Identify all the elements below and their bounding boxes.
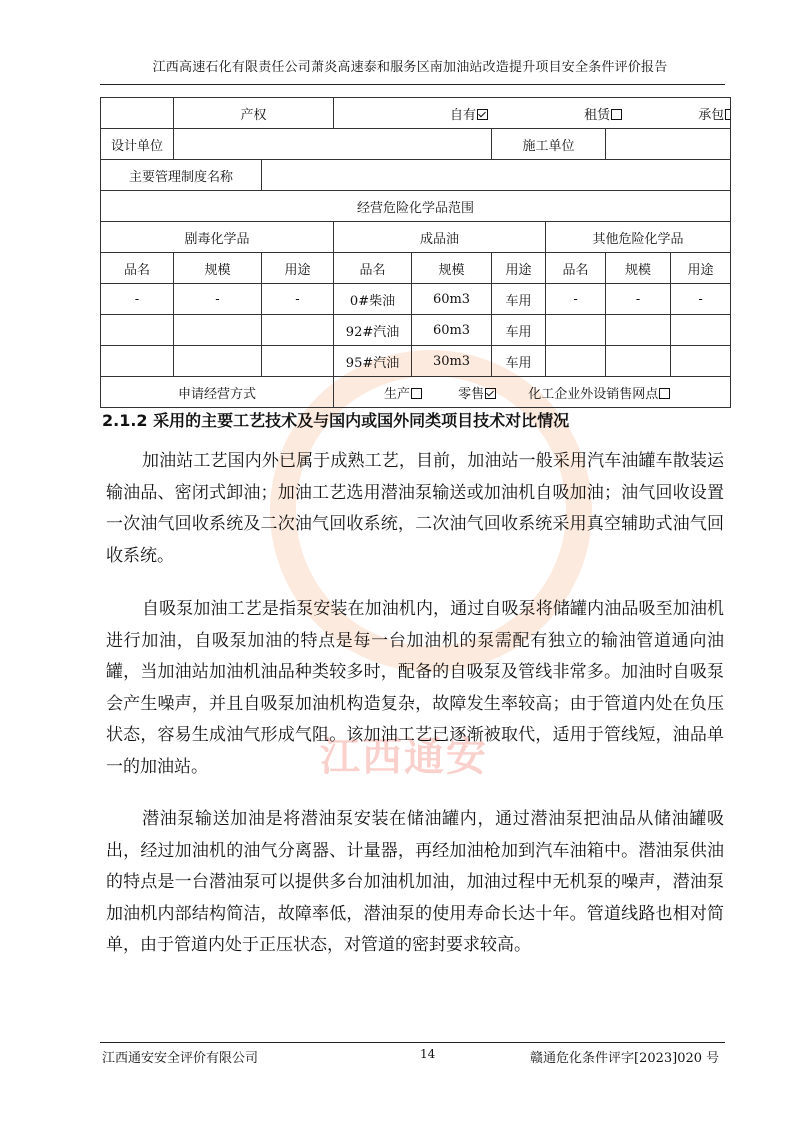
- apply-outlet-label: 化工企业外设销售网点: [528, 386, 659, 402]
- apply-label: 申请经营方式: [101, 377, 334, 408]
- group-header-oil: 成品油: [334, 222, 546, 253]
- sub-header: 品名: [101, 253, 174, 284]
- table-cell: [606, 346, 671, 377]
- scope-title-row: [101, 191, 731, 222]
- group-header-toxic: 剧毒化学品: [101, 222, 334, 253]
- group-header-row: [101, 222, 731, 253]
- page-number: 14: [420, 1047, 436, 1061]
- table-cell: [174, 315, 262, 346]
- sub-header-row: [101, 253, 731, 284]
- table-cell: 92#汽油: [334, 315, 412, 346]
- apply-production-checkbox[interactable]: [411, 388, 422, 399]
- table-cell: 60m3: [412, 284, 492, 315]
- sub-header: 品名: [546, 253, 606, 284]
- sub-header: 规模: [412, 253, 492, 284]
- paragraph: 潜油泵输送加油是将潜油泵安装在储油罐内，通过潜油泵把油品从储油罐吸出，经过加油机的油气分离器、计量器，再经加油枪加到汽车油箱中。潜油泵供油的特点是一台潜油泵可以提供多台加油机加油，加油过程中无机泵的噪声，潜油泵加油机内部结构简洁，故障率低，潜油泵的使用寿命长达十年。管道线路也相对简单，由于管道内处于正压状态，对管道的密封要求较高。: [106, 809, 724, 956]
- ownership-contract-checkbox[interactable]: [725, 109, 730, 120]
- scope-title: 经营危险化学品范围: [101, 191, 731, 222]
- paragraph: 自吸泵加油工艺是指泵安装在加油机内，通过自吸泵将储罐内油品吸至加油机进行加油，自吸泵加油的特点是每一台加油机的泵需配有独立的输油管道通向油罐，当加油站加油机油品种类较多时，配备的自吸泵及管线非常多。加油时自吸泵会产生噪声，并且自吸泵加油机构造复杂，故障发生率较高；由于管道内处在负压状态，容易生成油气形成气阻。该加油工艺已逐渐被取代，适用于管线短，油品单一的加油站。: [106, 599, 724, 777]
- ownership-label: 产权: [174, 98, 334, 129]
- table-cell: [101, 346, 174, 377]
- management-label: 主要管理制度名称: [101, 160, 262, 191]
- table-cell: [546, 346, 606, 377]
- footer-doc-number: 赣通危化条件评字[2023]020 号: [530, 1051, 720, 1066]
- ownership-own-label: 自有: [450, 107, 477, 123]
- table-cell: -: [606, 284, 671, 315]
- sub-header: 规模: [174, 253, 262, 284]
- ownership-lease-checkbox[interactable]: [611, 109, 622, 120]
- table-cell: [606, 315, 671, 346]
- header-divider: [100, 84, 725, 85]
- table-cell: [671, 315, 731, 346]
- table-cell: [101, 315, 174, 346]
- construction-unit-value: [606, 129, 731, 160]
- table-cell: 60m3: [412, 315, 492, 346]
- ownership-row: [101, 98, 731, 129]
- page-header: 江西高速石化有限责任公司萧炎高速泰和服务区南加油站改造提升项目安全条件评价报告: [152, 60, 668, 75]
- hazmat-info-table: [100, 97, 731, 408]
- footer-company: 江西通安安全评价有限公司: [102, 1051, 259, 1066]
- ownership-own-checkbox[interactable]: [477, 109, 488, 120]
- ownership-lease-label: 租赁: [584, 107, 611, 123]
- ownership-options: [334, 98, 731, 129]
- table-cell: 车用: [492, 346, 546, 377]
- apply-options: [334, 377, 731, 408]
- table-cell: 0#柴油: [334, 284, 412, 315]
- table-cell: -: [546, 284, 606, 315]
- table-cell: 车用: [492, 284, 546, 315]
- ownership-contract-label: 承包: [698, 107, 725, 123]
- table-cell: [262, 346, 334, 377]
- apply-production-label: 生产: [384, 386, 411, 402]
- table-cell: -: [101, 284, 174, 315]
- table-cell: -: [262, 284, 334, 315]
- table-cell: -: [671, 284, 731, 315]
- table-row: [101, 284, 731, 315]
- construction-unit-label: 施工单位: [492, 129, 606, 160]
- table-cell: 车用: [492, 315, 546, 346]
- table-cell: [546, 315, 606, 346]
- table-cell: [671, 346, 731, 377]
- apply-row: [101, 377, 731, 408]
- table-cell: 30m3: [412, 346, 492, 377]
- management-row: [101, 160, 731, 191]
- apply-outlet-checkbox[interactable]: [659, 388, 670, 399]
- footer-divider: [100, 1042, 725, 1043]
- group-header-other: 其他危险化学品: [546, 222, 731, 253]
- table-cell: [174, 346, 262, 377]
- table-cell: -: [174, 284, 262, 315]
- sub-header: 用途: [262, 253, 334, 284]
- ownership-spacer: [101, 98, 174, 129]
- sub-header: 用途: [671, 253, 731, 284]
- section-heading: 2.1.2 采用的主要工艺技术及与国内或国外同类项目技术对比情况: [102, 411, 570, 430]
- table-row: [101, 346, 731, 377]
- watermark-text: 江西通安: [320, 734, 488, 780]
- table-row: [101, 315, 731, 346]
- table-cell: 95#汽油: [334, 346, 412, 377]
- sub-header: 规模: [606, 253, 671, 284]
- apply-retail-checkbox[interactable]: [485, 388, 496, 399]
- sub-header: 用途: [492, 253, 546, 284]
- sub-header: 品名: [334, 253, 412, 284]
- design-unit-label: 设计单位: [101, 129, 174, 160]
- table-cell: [262, 315, 334, 346]
- paragraph: 加油站工艺国内外已属于成熟工艺，目前，加油站一般采用汽车油罐车散装运输油品、密闭式卸油；加油工艺选用潜油泵输送或加油机自吸加油；油气回收设置一次油气回收系统及二次油气回收系统，二次油气回收系统采用真空辅助式油气回收系统。: [106, 451, 724, 566]
- design-unit-value: [174, 129, 492, 160]
- management-value: [262, 160, 731, 191]
- apply-retail-label: 零售: [458, 386, 485, 402]
- unit-row: [101, 129, 731, 160]
